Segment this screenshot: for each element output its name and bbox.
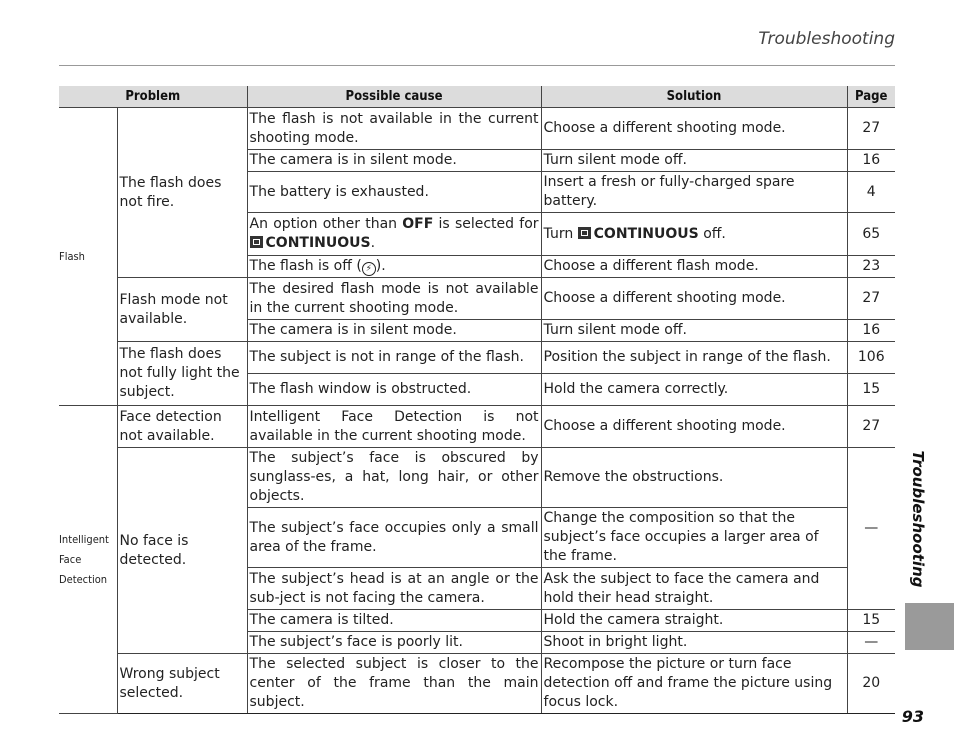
solution-cell: Choose a different shooting mode. — [541, 108, 847, 150]
cause-cell: The desired flash mode is not available in the current shooting mode. — [247, 278, 541, 320]
table-header-row — [59, 86, 895, 108]
page-cell: 27 — [847, 108, 895, 150]
page-cell: — — [847, 632, 895, 654]
solution-cell: Choose a different shooting mode. — [541, 406, 847, 448]
solution-cell: Hold the camera correctly. — [541, 374, 847, 406]
cause-cell: The flash is not available in the current shooting mode. — [247, 108, 541, 150]
page-cell: 65 — [847, 213, 895, 256]
solution-cell: Shoot in bright light. — [541, 632, 847, 654]
page-cell: — — [847, 448, 895, 610]
cause-cell: The selected subject is closer to the center of the frame than the main subject. — [247, 654, 541, 714]
page-cell: 20 — [847, 654, 895, 714]
cause-cell: The flash is off ( ⚡ ). — [247, 256, 541, 278]
side-section-label: Troubleshooting — [909, 450, 927, 588]
cause-cell: The camera is tilted. — [247, 610, 541, 632]
cause-cell: The flash window is obstructed. — [247, 374, 541, 406]
group-label: Intelligent — [59, 532, 109, 546]
cause-cell: The battery is exhausted. — [247, 172, 541, 213]
group-label: Face — [59, 552, 82, 566]
cause-cell: The camera is in silent mode. — [247, 320, 541, 342]
column-header-page: Page — [847, 86, 895, 108]
cause-cell: An option other than OFF is selected for CONTINUOUS. — [247, 213, 541, 256]
solution-cell: Remove the obstructions. — [541, 448, 847, 508]
solution-cell: Recompose the picture or turn face detection off and frame the picture using focus lock. — [541, 654, 847, 714]
group-label: Flash — [59, 249, 85, 263]
table-row — [59, 448, 895, 508]
flash-off-icon: ⚡ — [362, 262, 376, 276]
solution-cell: Choose a different flash mode. — [541, 256, 847, 278]
solution-cell: Hold the camera straight. — [541, 610, 847, 632]
cause-cell: The subject is not in range of the flash. — [247, 342, 541, 374]
cause-cell: The camera is in silent mode. — [247, 150, 541, 172]
column-header-problem: Problem — [59, 86, 247, 108]
cause-cell: The subject’s head is at an angle or the sub-ject is not facing the camera. — [247, 568, 541, 610]
page-cell: 4 — [847, 172, 895, 213]
group-face-detection — [59, 406, 117, 714]
page-cell: 16 — [847, 150, 895, 172]
table-row — [59, 406, 895, 448]
page-cell: 27 — [847, 406, 895, 448]
continuous-shooting-icon — [578, 227, 591, 239]
problem-cell: The flash does not fire. — [117, 108, 247, 278]
group-label: Detection — [59, 572, 108, 586]
column-header-cause: Possible cause — [247, 86, 541, 108]
page-cell: 16 — [847, 320, 895, 342]
problem-cell: The flash does not fully light the subject. — [117, 342, 247, 406]
table-row — [59, 654, 895, 714]
table-row — [59, 108, 895, 150]
solution-cell: Turn silent mode off. — [541, 150, 847, 172]
cause-cell: The subject’s face occupies only a small area of the frame. — [247, 508, 541, 568]
solution-cell: Turn CONTINUOUS off. — [541, 213, 847, 256]
table-row — [59, 278, 895, 320]
cause-cell: The subject’s face is poorly lit. — [247, 632, 541, 654]
solution-cell: Turn silent mode off. — [541, 320, 847, 342]
problem-cell: No face is detected. — [117, 448, 247, 654]
problem-cell: Wrong subject selected. — [117, 654, 247, 714]
page-cell: 106 — [847, 342, 895, 374]
cause-cell: The subject’s face is obscured by sunglass-es, a hat, long hair, or other objects. — [247, 448, 541, 508]
solution-cell: Position the subject in range of the flash. — [541, 342, 847, 374]
page-cell: 27 — [847, 278, 895, 320]
running-header: Troubleshooting — [758, 29, 895, 49]
solution-cell: Ask the subject to face the camera and hold their head straight. — [541, 568, 847, 610]
problem-cell: Flash mode not available. — [117, 278, 247, 342]
solution-cell: Insert a fresh or fully-charged spare battery. — [541, 172, 847, 213]
solution-cell: Change the composition so that the subject’s face occupies a larger area of the frame. — [541, 508, 847, 568]
group-flash — [59, 108, 117, 406]
page-cell: 23 — [847, 256, 895, 278]
column-header-solution: Solution — [541, 86, 847, 108]
side-tab — [905, 603, 954, 650]
cause-cell: Intelligent Face Detection is not available in the current shooting mode. — [247, 406, 541, 448]
page-number: 93 — [901, 707, 924, 726]
table-row — [59, 342, 895, 374]
page-cell: 15 — [847, 610, 895, 632]
problem-cell: Face detection not available. — [117, 406, 247, 448]
troubleshooting-table — [59, 86, 895, 714]
continuous-shooting-icon — [250, 236, 263, 248]
header-rule — [59, 65, 895, 66]
page-cell: 15 — [847, 374, 895, 406]
solution-cell: Choose a different shooting mode. — [541, 278, 847, 320]
